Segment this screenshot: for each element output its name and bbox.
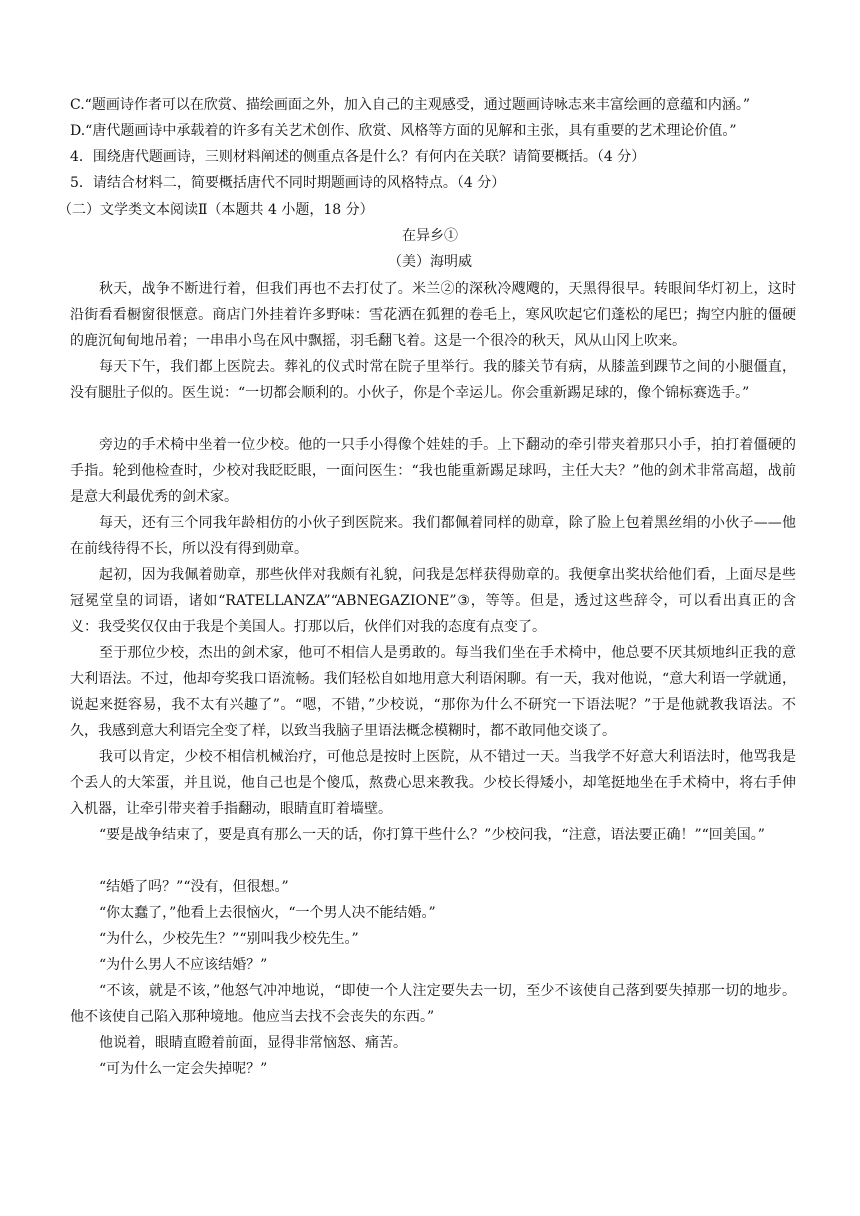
section-heading: （二）文学类文本阅读Ⅱ（本题共 4 小题，18 分） — [58, 202, 374, 218]
story-title: 在异乡① — [402, 228, 458, 244]
option-c: C.“题画诗作者可以在欣赏、描绘画面之外，加入自己的主观感受，通过题画诗咏志来丰富绘画的意蕴和内涵。” — [70, 97, 750, 113]
paragraph: 旁边的手术椅中坐着一位少校。他的一只手小得像个娃娃的手。上下翻动的牵引带夹着那只小手，拍打着僵硬的手指。轮到他检查时，少校对我眨眨眼，一面问医生：“我也能重新踢足球吗，主任大夫？”他的剑术非常高超，战前是意大利最优秀的剑术家。 — [70, 437, 796, 505]
paragraph: “结婚了吗？”“没有，但很想。” — [99, 879, 289, 895]
paragraph: “不该，就是不该，”他怒气冲冲地说，“即使一个人注定要失去一切，至少不该使自己落到要失掉那一切的地步。他不该使自己陷入那种境地。他应当去找不会丧失的东西。” — [70, 983, 796, 1025]
question-4: 4．围绕唐代题画诗，三则材料阐述的侧重点各是什么？有何内在关联？请简要概括。（4 分） — [70, 149, 646, 165]
paragraph: 起初，因为我佩着勋章，那些伙伴对我颇有礼貌，问我是怎样获得勋章的。我便拿出奖状给他们看，上面尽是些冠冕堂皇的词语，诸如“RATELLANZA”“ABNEGAZIONE”③，等等。但是，透过这些辞令，可以看出真正的含义：我受奖仅仅由于我是个美国人。打那以后，伙伴们对我的态度有点变了。 — [70, 567, 796, 635]
paragraph: 他说着，眼睛直瞪着前面，显得非常恼怒、痛苦。 — [99, 1035, 407, 1051]
option-d: D.“唐代题画诗中承载着的许多有关艺术创作、欣赏、风格等方面的见解和主张，具有重要的艺术理论价值。” — [70, 123, 737, 139]
paragraph: 每天，还有三个同我年龄相仿的小伙子到医院来。我们都佩着同样的勋章，除了脸上包着黑丝绢的小伙子——他在前线待得不长，所以没有得到勋章。 — [70, 515, 796, 557]
paragraph: “要是战争结束了，要是真有那么一天的话，你打算干些什么？”少校问我，“注意，语法要正确！”“回美国。” — [99, 827, 765, 843]
question-5: 5．请结合材料二，简要概括唐代不同时期题画诗的风格特点。（4 分） — [70, 175, 506, 191]
paragraph: “为什么男人不应该结婚？” — [99, 957, 268, 973]
paragraph: 我可以肯定，少校不相信机械治疗，可他总是按时上医院，从不错过一天。当我学不好意大利语法时，他骂我是个丢人的大笨蛋，并且说，他自己也是个傻瓜，熬费心思来教我。少校长得矮小，却笔挺地坐在手术椅中，将右手伸入机器，让牵引带夹着手指翻动，眼睛直盯着墙壁。 — [70, 749, 796, 817]
paragraph: 每天下午，我们都上医院去。葬礼的仪式时常在院子里举行。我的膝关节有病，从膝盖到踝节之间的小腿僵直，没有腿肚子似的。医生说：“一切都会顺利的。小伙子，你是个幸运儿。你会重新踢足球的，像个锦标赛选手。” — [70, 359, 796, 401]
paragraph: 至于那位少校，杰出的剑术家，他可不相信人是勇敢的。每当我们坐在手术椅中，他总要不厌其烦地纠正我的意大利语法。不过，他却夸奖我口语流畅。我们轻松自如地用意大利语闲聊。有一天，我对他说，“意大利语一学就通，说起来挺容易，我不太有兴趣了”。“嗯，不错，”少校说，“那你为什么不研究一下语法呢？”于是他就教我语法。不久，我感到意大利语完全变了样，以致当我脑子里语法概念模糊时，都不敢同他交谈了。 — [70, 645, 796, 739]
paragraph: “你太蠢了，”他看上去很恼火，“一个男人决不能结婚。” — [99, 905, 436, 921]
paragraph: 秋天，战争不断进行着，但我们再也不去打仗了。米兰②的深秋冷飕飕的，天黑得很早。转眼间华灯初上，这时沿街看看橱窗很惬意。商店门外挂着许多野味：雪花洒在狐狸的卷毛上，寒风吹起它们蓬松的尾巴；掏空内脏的僵硬的鹿沉甸甸地吊着；一串串小鸟在风中飘摇，羽毛翻飞着。这是一个很冷的秋天，风从山冈上吹来。 — [70, 281, 796, 349]
paragraph: “为什么，少校先生？”“别叫我少校先生。” — [99, 931, 359, 947]
story-author: （美）海明威 — [388, 254, 472, 270]
paragraph: “可为什么一定会失掉呢？” — [99, 1061, 268, 1077]
